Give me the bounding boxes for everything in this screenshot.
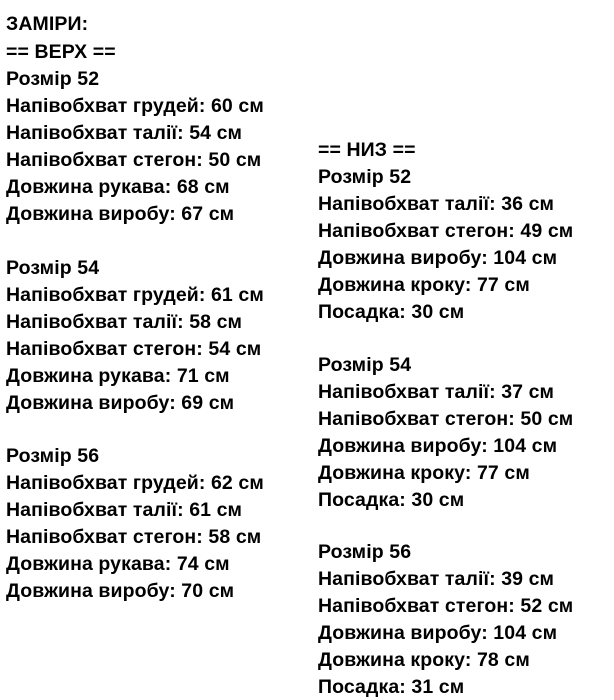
bottom-section-heading: == НИЗ == (318, 139, 416, 161)
bottom-measure-line: Напівобхват талії: 36 см (318, 193, 555, 215)
top-section-heading: == ВЕРХ == (6, 41, 116, 63)
bottom-measure-line: Посадка: 31 см (318, 676, 465, 698)
top-measure-line: Напівобхват стегон: 54 см (6, 338, 262, 360)
bottom-measure-line: Довжина виробу: 104 см (318, 247, 558, 269)
bottom-measure-line: Напівобхват стегон: 49 см (318, 220, 574, 242)
top-measure-line: Довжина рукава: 71 см (6, 365, 230, 387)
top-measure-line: Довжина виробу: 70 см (6, 580, 235, 602)
top-measure-line: Довжина рукава: 68 см (6, 176, 230, 198)
bottom-measure-line: Довжина кроку: 77 см (318, 274, 530, 296)
top-measure-line: Довжина виробу: 69 см (6, 392, 235, 414)
bottom-measure-line: Посадка: 30 см (318, 301, 465, 323)
bottom-measure-line: Посадка: 30 см (318, 489, 465, 511)
top-measure-line: Напівобхват грудей: 62 см (6, 472, 264, 494)
top-size-label: Розмір 54 (6, 257, 100, 279)
bottom-measure-line: Довжина виробу: 104 см (318, 622, 558, 644)
top-measure-line: Напівобхват грудей: 60 см (6, 95, 264, 117)
top-size-label: Розмір 52 (6, 68, 100, 90)
bottom-measure-line: Довжина кроку: 77 см (318, 462, 530, 484)
bottom-measure-line: Напівобхват талії: 39 см (318, 568, 555, 590)
top-measure-line: Довжина виробу: 67 см (6, 203, 235, 225)
bottom-size-label: Розмір 56 (318, 541, 412, 563)
bottom-measure-line: Напівобхват талії: 37 см (318, 381, 555, 403)
bottom-size-label: Розмір 52 (318, 166, 412, 188)
bottom-measure-line: Довжина виробу: 104 см (318, 435, 558, 457)
top-size-label: Розмір 56 (6, 445, 100, 467)
top-measure-line: Напівобхват грудей: 61 см (6, 284, 264, 306)
top-measure-line: Напівобхват стегон: 50 см (6, 149, 262, 171)
top-measure-line: Напівобхват талії: 54 см (6, 122, 243, 144)
top-measure-line: Довжина рукава: 74 см (6, 553, 230, 575)
bottom-measure-line: Довжина кроку: 78 см (318, 649, 530, 671)
measurements-title: ЗАМІРИ: (6, 13, 89, 35)
top-measure-line: Напівобхват стегон: 58 см (6, 526, 262, 548)
bottom-size-label: Розмір 54 (318, 354, 412, 376)
top-measure-line: Напівобхват талії: 58 см (6, 311, 243, 333)
top-measure-line: Напівобхват талії: 61 см (6, 499, 243, 521)
bottom-measure-line: Напівобхват стегон: 52 см (318, 595, 574, 617)
bottom-measure-line: Напівобхват стегон: 50 см (318, 408, 574, 430)
